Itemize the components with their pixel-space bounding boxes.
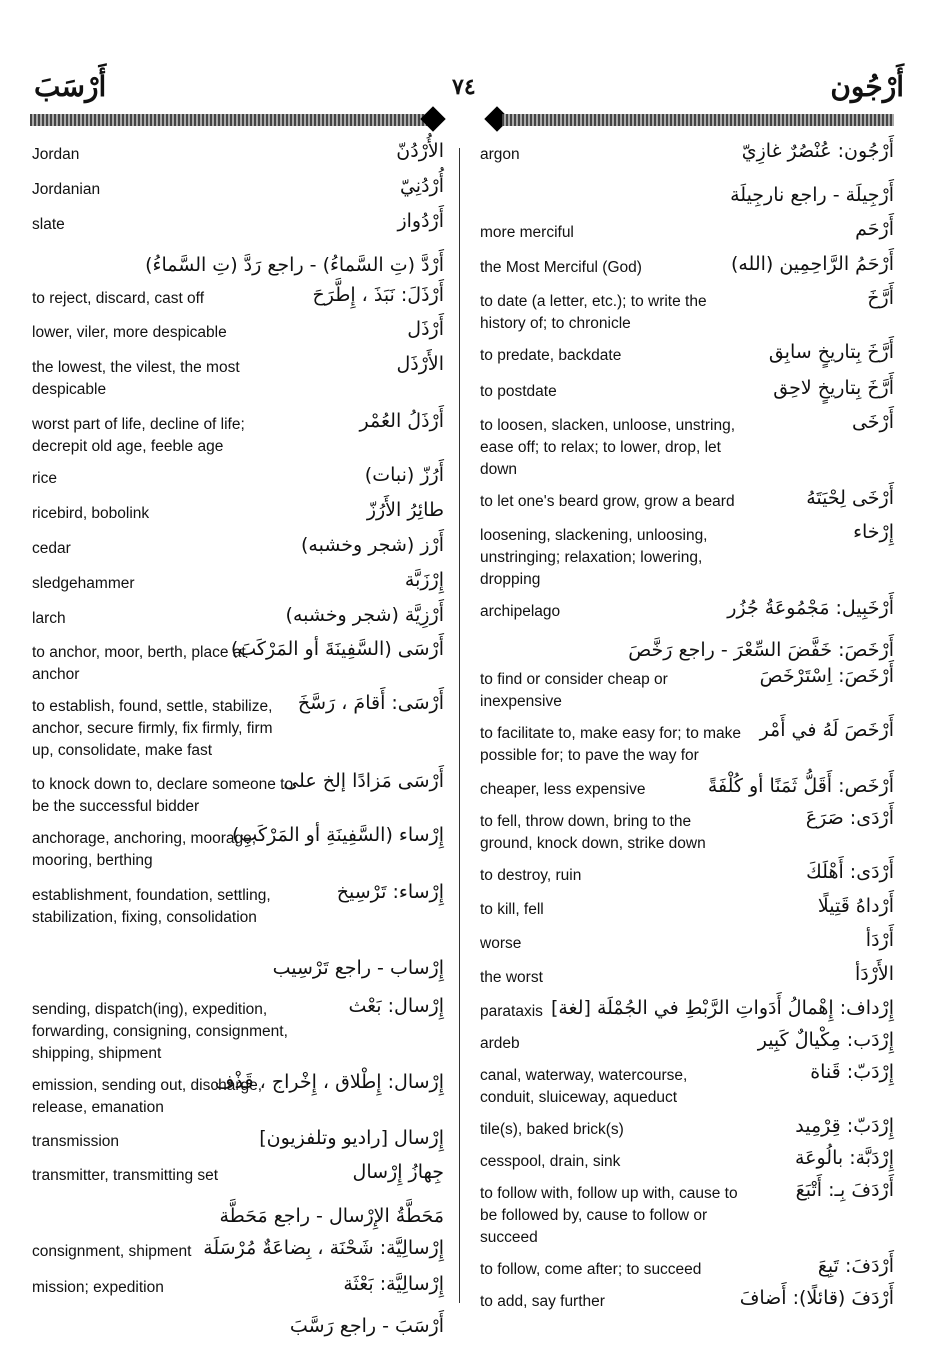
arabic-headword: أَرْسَى: أَقامَ ، رَسَّخَ [297, 692, 444, 714]
english-definition: consignment, shipment [32, 1243, 192, 1260]
english-definition: slate [32, 216, 65, 233]
arabic-headword: إِرْسال: بَعْث [348, 995, 444, 1017]
dictionary-entry [480, 521, 894, 591]
dictionary-entry [32, 692, 444, 762]
arabic-headword: إِرْساب - راجع تَرْسِيب [272, 957, 444, 979]
arabic-headword: أَرْدَفَ (قائلًا): أَضافَ [739, 1287, 894, 1309]
arabic-headword: أَرْجِيلَة - راجع نارجِيلَة [730, 184, 894, 206]
arabic-headword: إِرْسالِيَّة: بَعْثَة [343, 1273, 444, 1295]
arabic-headword: أَرْدَى: صَرَعَ [805, 807, 894, 829]
dictionary-entry [32, 770, 444, 818]
arabic-headword: أَرْدَّ (تِ السَّماءُ) - راجع رَدَّ (تِ السَّماءُ) [145, 254, 444, 276]
arabic-headword: أَرْخَصَ لَهُ في أَمْر [759, 719, 894, 741]
dictionary-entry [480, 1255, 894, 1281]
english-definition: cheaper, less expensive [480, 781, 646, 798]
english-definition: anchorage, anchoring, moorage, mooring, berthing [32, 830, 257, 869]
arabic-headword: أَرْداهُ قَتِيلًا [817, 895, 894, 917]
dictionary-entry [480, 1115, 894, 1141]
english-definition: to kill, fell [480, 901, 544, 918]
english-definition: cedar [32, 540, 71, 557]
dictionary-entry [32, 1161, 444, 1187]
english-definition: archipelago [480, 603, 561, 620]
dictionary-entry [32, 604, 444, 630]
english-definition: the lowest, the vilest, the most despicable [32, 359, 240, 398]
arabic-headword: إِرْساء: تَرْسِيخ [336, 881, 444, 903]
dictionary-entry [480, 597, 894, 623]
english-definition: to add, say further [480, 1293, 605, 1310]
dictionary-entry [480, 377, 894, 403]
arabic-headword: الأَرْدَأ [854, 963, 894, 985]
english-definition: establishment, foundation, settling, stabilization, fixing, consolidation [32, 887, 271, 926]
dictionary-entry [480, 719, 894, 767]
dictionary-entry [480, 487, 894, 513]
arabic-headword: إِرْزَبَّة [404, 569, 444, 591]
arabic-headword: أَرْخَصَ: اِسْتَرْخَصَ [759, 665, 894, 687]
english-definition: canal, waterway, watercourse, conduit, sluiceway, aqueduct [480, 1067, 688, 1106]
english-definition: to loosen, slacken, unloose, unstring, ease off; to relax; to lower, drop, let down [480, 417, 736, 478]
dictionary-entry [480, 665, 894, 713]
english-definition: larch [32, 610, 66, 627]
english-definition: to date (a letter, etc.); to write the history of; to chronicle [480, 293, 707, 332]
english-definition: sending, dispatch(ing), expedition, forwarding, consigning, consignment, shipping, shipment [32, 1001, 288, 1062]
arabic-headword: أَرْدَفَ بِـ: أَتْبَعَ [795, 1179, 894, 1201]
dictionary-entry [480, 895, 894, 921]
english-definition: tile(s), baked brick(s) [480, 1121, 624, 1138]
english-definition: lower, viler, more despicable [32, 324, 227, 341]
arabic-headword: أَرْخَص: أَقَلُّ ثَمَنًا أو كُلْفَةً [707, 775, 894, 797]
dictionary-entry [480, 997, 894, 1023]
dictionary-entry [32, 881, 444, 929]
arabic-headword: إِرْدَبَّة: بالُوعَة [794, 1147, 894, 1169]
header-guide-word-right: أَرْجُون [830, 70, 904, 103]
arabic-headword: أَرْخَصَ: خَفَّضَ السِّعْرَ - راجع رَخَّصَ [628, 639, 894, 661]
arabic-headword: أَرْدُواز [397, 210, 444, 232]
english-definition: to fell, throw down, bring to the ground, knock down, strike down [480, 813, 706, 852]
arabic-headword: إِرْداف: إِهْمالُ أَدَواتِ الرَّبْطِ في الجُمْلَة [لغة] [550, 997, 894, 1019]
english-definition: to postdate [480, 383, 557, 400]
english-definition: to let one's beard grow, grow a beard [480, 493, 735, 510]
right-column [480, 140, 894, 1313]
arabic-headword: إِرْساء (السَّفِينَةِ أو المَرْكَبِ) [231, 824, 444, 846]
left-column [32, 140, 444, 1337]
english-definition: Jordan [32, 146, 80, 163]
dictionary-entry [32, 246, 444, 276]
header-guide-word-left: أَرْسَبَ [34, 70, 107, 103]
dictionary-entry [32, 284, 444, 310]
dictionary-entry [32, 1307, 444, 1337]
dictionary-entry [32, 1197, 444, 1227]
dictionary-entry [32, 464, 444, 490]
english-definition: emission, sending out, discharge, release, emanation [32, 1077, 263, 1116]
dictionary-entry [480, 631, 894, 661]
arabic-headword: إِرْدَبّ: قِرْمِيد [795, 1115, 894, 1137]
arabic-headword: أَرْذَلَ: نَبَذَ ، إِطَّرَحَ [312, 284, 444, 306]
english-definition: to follow, come after; to succeed [480, 1261, 702, 1278]
dictionary-entry [32, 1273, 444, 1299]
dictionary-entry [480, 807, 894, 855]
dictionary-entry [32, 210, 444, 236]
english-definition: Jordanian [32, 181, 101, 198]
english-definition: more merciful [480, 224, 574, 241]
arabic-headword: إِرْسال [راديو وتلفزيون] [259, 1127, 444, 1149]
english-definition: loosening, slackening, unloosing, unstringing; relaxation; lowering, dropping [480, 527, 708, 588]
english-definition: to follow with, follow up with, cause to be followed by, cause to follow or succeed [480, 1185, 738, 1246]
arabic-headword: أَرَّخَ [867, 287, 894, 309]
arabic-headword: أَرْذَل [407, 318, 444, 340]
page-number: ٧٤ [452, 74, 476, 100]
dictionary-entry [32, 569, 444, 595]
dictionary-entry [480, 1287, 894, 1313]
english-definition: ardeb [480, 1035, 520, 1052]
dictionary-entry [480, 963, 894, 989]
arabic-headword: الأُرْدُنّ [396, 140, 444, 162]
dictionary-entry [32, 1071, 444, 1119]
dictionary-entry [480, 929, 894, 955]
header-rule-right [502, 114, 894, 126]
arabic-headword: أَرْخَى لِحْيَتَهُ [806, 487, 894, 509]
arabic-headword: أَرْخَى [851, 411, 894, 433]
arabic-headword: أَرْدَفَ: تَبِعَ [817, 1255, 894, 1277]
arabic-headword: أَرْخَبِيل: مَجْمُوعَةُ جُزُر [727, 597, 894, 619]
dictionary-entry [480, 218, 894, 244]
arabic-headword: أَرُزّ (نبات) [364, 464, 444, 486]
english-definition: the Most Merciful (God) [480, 259, 642, 276]
arabic-headword: أَرْحَمُ الرَّاحِمِين (الله) [730, 253, 894, 275]
dictionary-entry [32, 534, 444, 560]
dictionary-entry [32, 995, 444, 1065]
english-definition: the worst [480, 969, 543, 986]
arabic-headword: إِرْخاء [853, 521, 894, 543]
arabic-headword: جِهازُ إِرْسال [352, 1161, 444, 1183]
dictionary-entry [32, 410, 444, 458]
arabic-headword: إِرْدَب: مِكْيالٌ كَبِير [757, 1029, 894, 1051]
english-definition: to destroy, ruin [480, 867, 582, 884]
arabic-headword: طائِرُ الأَرُزّ [366, 499, 444, 521]
english-definition: to establish, found, settle, stabilize, anchor, secure firmly, fix firmly, firm up, consolidate, make fast [32, 698, 273, 759]
dictionary-entry [480, 140, 894, 166]
arabic-headword: إِرْسالِيَّة: شَحْنَة ، بِضاعَةٌ مُرْسَلَة [203, 1237, 444, 1259]
dictionary-entry [480, 253, 894, 279]
english-definition: parataxis [480, 1003, 543, 1020]
dictionary-entry [32, 824, 444, 872]
english-definition: transmission [32, 1133, 119, 1150]
arabic-headword: أَرْسَى مَزادًا إلخ على [283, 770, 444, 792]
english-definition: sledgehammer [32, 575, 135, 592]
english-definition: to facilitate to, make easy for; to make possible for; to pave the way for [480, 725, 742, 764]
dictionary-entry [32, 1127, 444, 1153]
header-rule-left [30, 114, 430, 126]
arabic-headword: أَرَّخَ بِتاريخٍ لاحِق [773, 377, 894, 399]
dictionary-entry [32, 140, 444, 166]
dictionary-entry [32, 175, 444, 201]
english-definition: to anchor, moor, berth, place at anchor [32, 644, 246, 683]
arabic-headword: الأَرْذَل [396, 353, 444, 375]
english-definition: mission; expedition [32, 1279, 164, 1296]
english-definition: to knock down to, declare someone to be the successful bidder [32, 776, 294, 815]
arabic-headword: أَرْحَم [855, 218, 894, 240]
dictionary-entry [32, 949, 444, 979]
arabic-headword: أَرْسَبَ - راجع رَسَّبَ [289, 1315, 444, 1337]
dictionary-entry [480, 411, 894, 481]
diamond-ornament-left [420, 106, 445, 131]
dictionary-entry [480, 861, 894, 887]
dictionary-entry [480, 287, 894, 335]
arabic-headword: مَحَطَّةُ الإِرْسال - راجع مَحَطَّة [219, 1205, 444, 1227]
english-definition: to find or consider cheap or inexpensive [480, 671, 668, 710]
arabic-headword: أَرْدَى: أَهْلَكَ [806, 861, 894, 883]
dictionary-entry [480, 1147, 894, 1173]
english-definition: to predate, backdate [480, 347, 622, 364]
dictionary-entry [480, 176, 894, 206]
arabic-headword: أَرْجُون: عُنْصُرٌ غازِيّ [741, 140, 894, 162]
dictionary-entry [32, 499, 444, 525]
dictionary-entry [480, 1061, 894, 1109]
dictionary-entry [480, 341, 894, 367]
dictionary-entry [32, 353, 444, 401]
dictionary-entry [480, 1179, 894, 1249]
arabic-headword: أَرْزِيَّة (شجر وخشبه) [285, 604, 444, 626]
english-definition: ricebird, bobolink [32, 505, 150, 522]
english-definition: worse [480, 935, 522, 952]
arabic-headword: إِرْسال: إِطْلاق ، إِخْراج ، قَذْف [214, 1071, 444, 1093]
english-definition: cesspool, drain, sink [480, 1153, 621, 1170]
arabic-headword: أَرَّخَ بِتاريخٍ سابِق [768, 341, 894, 363]
english-definition: transmitter, transmitting set [32, 1167, 219, 1184]
english-definition: to reject, discard, cast off [32, 290, 205, 307]
dictionary-entry [32, 638, 444, 686]
arabic-headword: أَرْذَلُ العُمْر [359, 410, 444, 432]
english-definition: argon [480, 146, 520, 163]
arabic-headword: أُرْدُنِيّ [399, 175, 444, 197]
arabic-headword: أَرْسَى (السَّفِينَةَ أو المَرْكَبَ) [230, 638, 444, 660]
dictionary-entry [480, 775, 894, 801]
dictionary-entry [32, 1237, 444, 1263]
dictionary-entry [480, 1029, 894, 1055]
column-divider [459, 148, 460, 1303]
arabic-headword: أَرْز (شجر وخشبه) [301, 534, 444, 556]
dictionary-entry [32, 318, 444, 344]
arabic-headword: إِرْدَبّ: قَناة [810, 1061, 894, 1083]
english-definition: worst part of life, decline of life; decrepit old age, feeble age [32, 416, 245, 455]
english-definition: rice [32, 470, 57, 487]
arabic-headword: أَرْدَأ [865, 929, 894, 951]
